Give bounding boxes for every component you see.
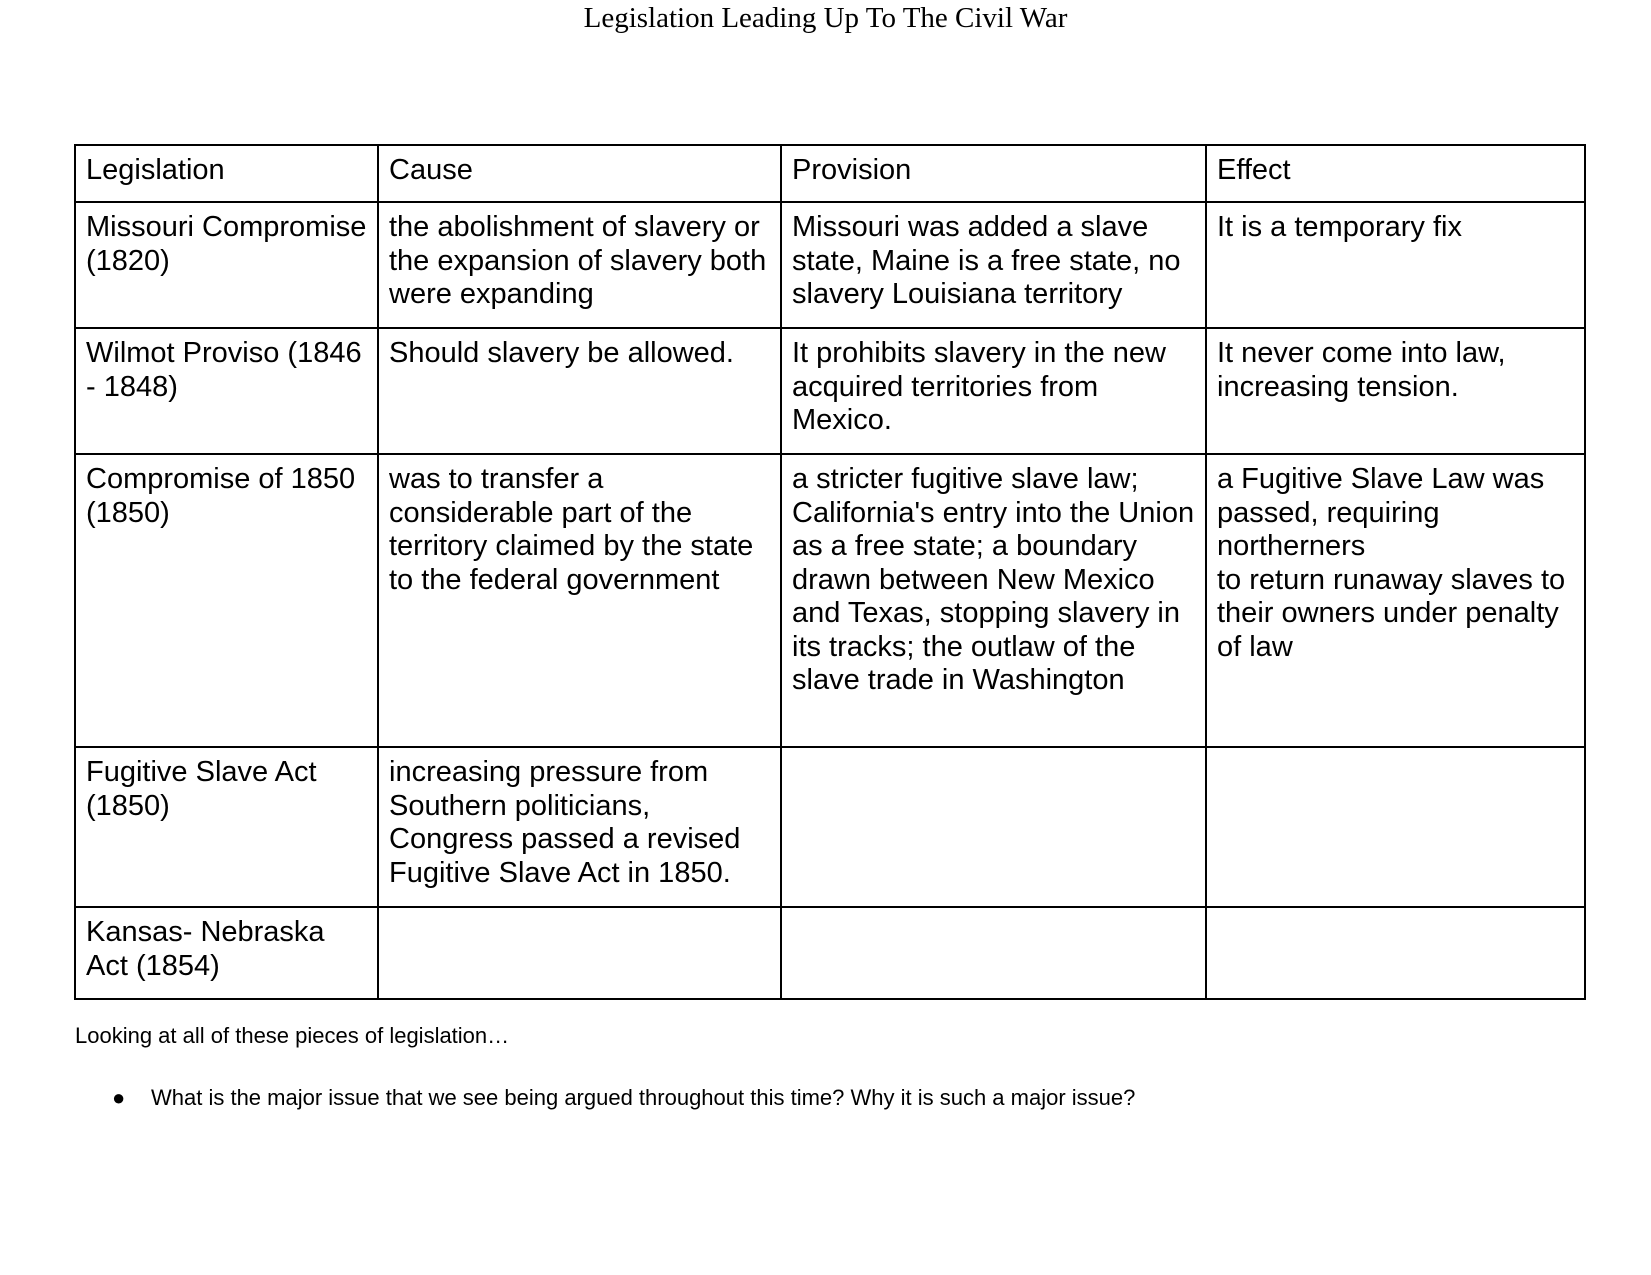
table-row [75, 907, 1585, 999]
cell-cause: increasing pressure from Southern politicians, Congress passed a revised Fugitive Slave Act in 1850. [378, 747, 781, 907]
table-row [75, 202, 1585, 328]
table-row [75, 454, 1585, 747]
document-title: Legislation Leading Up To The Civil War [583, 2, 1068, 34]
question-text: What is the major issue that we see being argued throughout this time? Why it is such a major issue? [151, 1085, 1136, 1110]
cell-effect-line: It never come into law, increasing tension. [1217, 337, 1506, 403]
table-row [75, 328, 1585, 454]
legislation-table [74, 144, 1586, 1000]
header-provision: Provision [781, 145, 1206, 202]
cell-provision [781, 747, 1206, 907]
cell-effect [1206, 907, 1585, 999]
cell-effect-line: a Fugitive Slave Law was passed, requiring northerners [1217, 463, 1545, 562]
cell-cause [378, 907, 781, 999]
cell-legislation: Fugitive Slave Act (1850) [75, 747, 378, 907]
cell-effect [1206, 202, 1585, 328]
cell-effect [1206, 747, 1585, 907]
table-header-row [75, 145, 1585, 202]
cell-effect-line: to return runaway slaves to their owners under penalty of law [1217, 563, 1566, 663]
prompt-text: Looking at all of these pieces of legislation… [75, 1023, 510, 1048]
cell-provision: a stricter fugitive slave law; California's entry into the Union as a free state; a boundary drawn between New Mexico and Texas, stopping slavery in its tracks; the outlaw of the slave trade in Washington [781, 454, 1206, 747]
cell-legislation: Kansas- Nebraska Act (1854) [75, 907, 378, 999]
cell-legislation: Missouri Compromise (1820) [75, 202, 378, 328]
cell-effect [1206, 454, 1585, 747]
cell-cause: was to transfer a considerable part of the territory claimed by the state to the federal government [378, 454, 781, 747]
cell-provision: Missouri was added a slave state, Maine is a free state, no slavery Louisiana territory [781, 202, 1206, 328]
cell-effect-line: It is a temporary fix [1217, 211, 1462, 243]
header-effect: Effect [1206, 145, 1585, 202]
cell-effect [1206, 328, 1585, 454]
bullet-icon: ● [112, 1085, 126, 1110]
cell-legislation: Compromise of 1850 (1850) [75, 454, 378, 747]
cell-legislation: Wilmot Proviso (1846 - 1848) [75, 328, 378, 454]
header-cause: Cause [378, 145, 781, 202]
header-legislation: Legislation [75, 145, 378, 202]
table-row [75, 747, 1585, 907]
question-bullet-item [112, 1084, 1135, 1112]
cell-cause: Should slavery be allowed. [378, 328, 781, 454]
cell-provision: It prohibits slavery in the new acquired territories from Mexico. [781, 328, 1206, 454]
cell-cause: the abolishment of slavery or the expansion of slavery both were expanding [378, 202, 781, 328]
cell-provision [781, 907, 1206, 999]
